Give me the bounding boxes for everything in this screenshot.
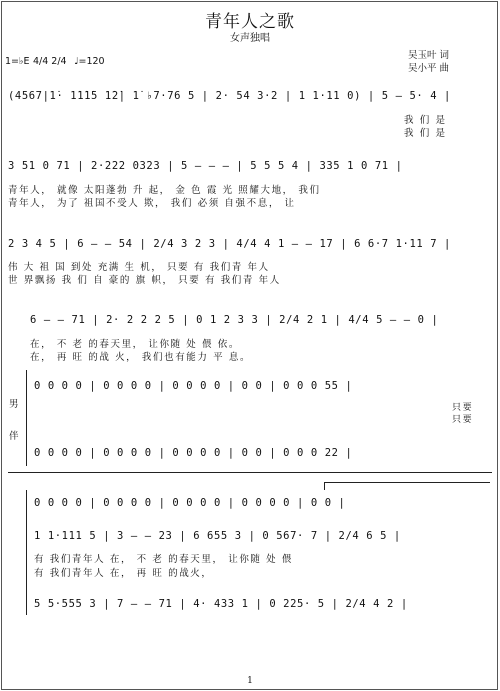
page-number: 1	[247, 676, 253, 686]
bottom-lower-notes: 5 5·555 3 | 7 — — 71 | 4· 433 1 | 0 225· 5 | 2/4 4 2 |	[34, 598, 408, 610]
accompaniment-lyric-1: 只要	[452, 403, 474, 413]
system-3-lyrics-verse-2: 世 界飘扬 我 们 自 豪的 旗 帜， 只要 有 我们青 年人	[8, 275, 281, 286]
system-1-lyrics-verse-1: 我 们 是	[404, 115, 447, 126]
bottom-bracket	[26, 490, 27, 615]
bottom-lyrics-verse-1: 有 我们青年人 在， 不 老 的春天里， 让你随 处 偎	[34, 554, 293, 565]
time-signature: 4/4 2/4	[33, 56, 67, 67]
system-2-notes: 3 51 0 71 | 2·222 0323 | 5 — — — | 5 5 5 4 | 335 1 0 71 |	[8, 160, 403, 172]
song-title: 青年人之歌	[205, 12, 295, 32]
system-4-notes: 6 — — 71 | 2· 2 2 2 5 | 0 1 2 3 3 | 2/4 2 1 | 4/4 5 — — 0 |	[30, 314, 439, 326]
system-2-lyrics-verse-1: 青年人， 就像 太阳蓬勃 升 起， 金 色 霞 光 照耀大地， 我们	[8, 185, 321, 196]
system-4-lyrics-verse-1: 在， 不 老 的春天里， 让你随 处 偎 依。	[30, 339, 240, 350]
bottom-lyrics-verse-2: 有 我们青年人 在， 再 旺 的战火，	[34, 568, 213, 579]
composer-credit: 吴小平 曲	[408, 63, 450, 74]
accompaniment-lyric-2: 只要	[452, 415, 474, 425]
lyricist-credit: 吴玉叶 词	[408, 50, 450, 61]
volta-bracket	[324, 482, 325, 490]
system-3-lyrics-verse-1: 伟 大 祖 国 到处 充满 生 机， 只要 有 我们青 年人	[8, 262, 270, 273]
system-3-notes: 2 3 4 5 | 6 — — 54 | 2/4 3 2 3 | 4/4 4 1 — — 17 | 6 6·7 1·11 7 |	[8, 238, 451, 250]
accompaniment-lower-notes: 0 0 0 0 | 0 0 0 0 | 0 0 0 0 | 0 0 | 0 0 0 22 |	[34, 447, 353, 459]
accompaniment-upper-notes: 0 0 0 0 | 0 0 0 0 | 0 0 0 0 | 0 0 | 0 0 0 55 |	[34, 380, 353, 392]
accompaniment-label-top: 男	[9, 399, 19, 410]
system-2-lyrics-verse-2: 青年人， 为了 祖国不受人 欺， 我们 必须 自强不息， 让	[8, 198, 296, 209]
tempo-marking: ♩=120	[74, 56, 105, 67]
accompaniment-label-bottom: 伴	[9, 431, 19, 442]
key-signature: 1=♭E	[5, 56, 30, 67]
accompaniment-bracket	[26, 370, 27, 466]
volta-line	[324, 482, 490, 483]
system-1-notes: (4567|1̇· 1̇1̇1̇5 1̇2̇| 1̇ ♭7·76 5 | 2· 54 3·2 | 1 1·11 0) | 5 — 5· 4 |	[8, 90, 451, 102]
bottom-rest-notes: 0 0 0 0 | 0 0 0 0 | 0 0 0 0 | 0 0 0 0 | 0 0 |	[34, 497, 346, 509]
bottom-melody-notes: 1 1·111 5 | 3 — — 23 | 6 655 3 | 0 567· 7 | 2/4 6 5 |	[34, 530, 401, 542]
system-4-lyrics-verse-2: 在， 再 旺 的战 火， 我们也有能力 平 息。	[30, 352, 252, 363]
system-1-lyrics-verse-2: 我 们 是	[404, 128, 447, 139]
song-subtitle: 女声独唱	[230, 33, 270, 44]
section-divider	[8, 472, 492, 473]
